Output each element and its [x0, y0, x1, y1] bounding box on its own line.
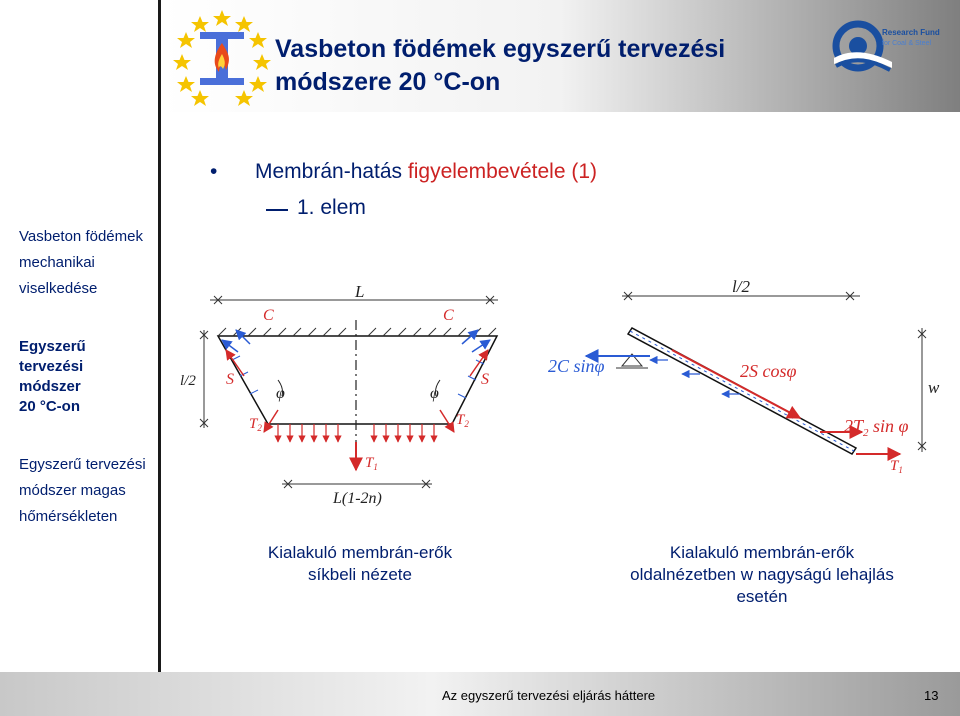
sidebar-item-line: viselkedése [19, 280, 98, 297]
bullet-heading-main: Membrán-hatás [255, 160, 408, 183]
caption-plan-view [240, 542, 480, 586]
label-C-right: C [443, 307, 454, 324]
dimension-L [210, 296, 498, 304]
label-T2-left: $T_2$ [249, 416, 262, 433]
caption-line: esetén [736, 587, 788, 606]
title-line-2: módszere 20 °C-on [275, 68, 501, 96]
sidebar-item-line: 20 °C-on [19, 398, 81, 415]
caption-line: oldalnézetben w nagyságú lehajlás [630, 565, 894, 584]
label-phi-left: φ [276, 385, 285, 402]
sidebar-item-line: módszer magas [19, 482, 126, 499]
sidebar-item-line: Egyszerű [19, 338, 86, 355]
sidebar-item-line: hőmérsékleten [19, 508, 118, 525]
bullet-dot: • [210, 160, 218, 183]
dimension-l-half [200, 330, 208, 428]
sidebar-item-line: mechanikai [19, 254, 95, 271]
page-number: 13 [924, 688, 939, 703]
title-line-1: Vasbeton födémek egyszerű tervezési [275, 35, 726, 63]
sidebar-item-line: Vasbeton födémek [19, 228, 143, 245]
logo-line-2: for Coal & Steel [882, 40, 932, 47]
label-2S-cos: 2S cosφ [740, 361, 797, 381]
label-phi-right: φ [430, 385, 439, 402]
caption-line: síkbeli nézete [308, 565, 412, 584]
caption-line: Kialakuló membrán-erők [267, 543, 453, 562]
label-w: w [928, 378, 940, 397]
label-l-half-left: l/2 [180, 373, 196, 389]
footer-title: Az egyszerű tervezési eljárás háttere [442, 688, 656, 703]
sidebar-item-line: módszer [19, 378, 81, 395]
sidebar-item-line: Egyszerű tervezési [19, 456, 146, 473]
figure-side-view [548, 277, 940, 475]
label-T2-right: $T_2$ [456, 412, 469, 429]
label-2C-sin: 2C sinφ [548, 356, 605, 376]
label-S-right: S [481, 371, 489, 388]
label-L-1-2n: L(1-2n) [333, 490, 382, 507]
trapezoid-element [218, 336, 497, 424]
label-T1-left: $T_1$ [365, 455, 378, 472]
logo-line-1: Research Fund [882, 28, 940, 37]
label-T1-right: $T_1$ [890, 458, 903, 475]
label-2T2-sin: $2T_2$ sin φ [844, 416, 909, 439]
caption-side-view [600, 542, 924, 608]
bullet-heading-highlight: figyelembevétele (1) [407, 160, 597, 183]
dimension-w [918, 328, 926, 452]
label-L: L [355, 282, 365, 301]
label-S-left: S [226, 371, 234, 388]
label-l-half-right: l/2 [732, 277, 750, 296]
sub-bullet-text: 1. elem [297, 196, 366, 219]
sidebar-item-line: tervezési [19, 358, 84, 375]
dimension-L-1-2n [282, 480, 432, 488]
caption-line: Kialakuló membrán-erők [669, 543, 855, 562]
top-hatch [218, 328, 496, 336]
label-C-left: C [263, 307, 274, 324]
